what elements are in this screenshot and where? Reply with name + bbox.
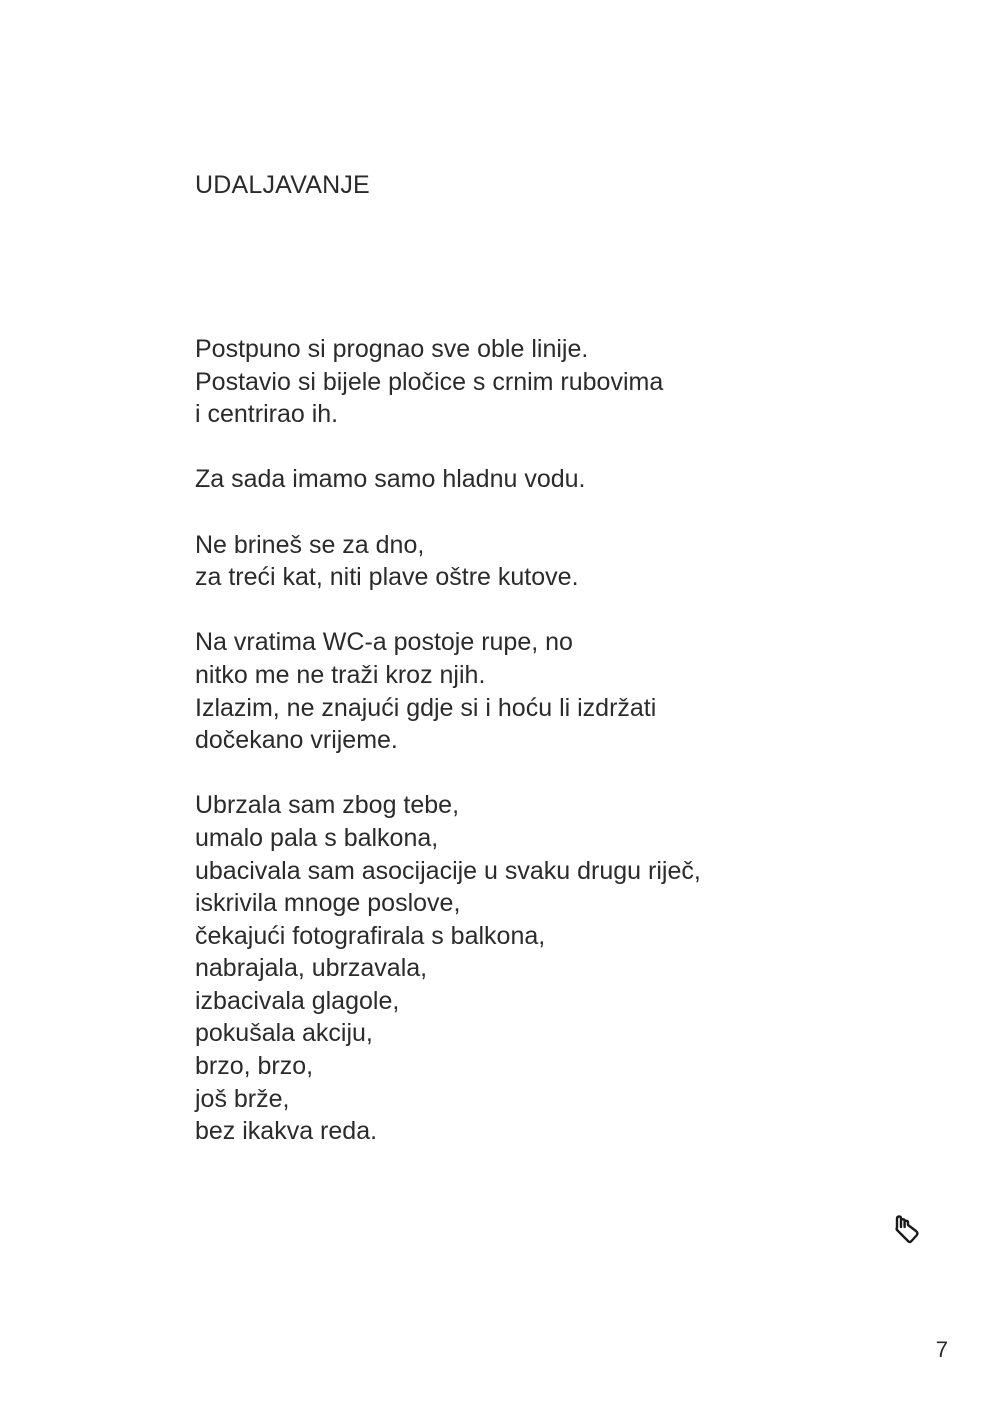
poem-line: Postavio si bijele pločice s crnim rubovima	[195, 367, 664, 396]
hand-pointer-icon[interactable]	[892, 1212, 926, 1246]
poem-line: još brže,	[195, 1084, 290, 1113]
stanza-1	[195, 333, 895, 431]
poem-line: brzo, brzo,	[195, 1052, 314, 1081]
poem-line: dočekano vrijeme.	[195, 726, 398, 755]
poem-line: izbacivala glagole,	[195, 986, 400, 1015]
poem-line: Na vratima WC-a postoje rupe, no	[195, 628, 573, 657]
poem-line: bez ikakva reda.	[195, 1117, 378, 1146]
poem-body	[195, 333, 895, 1180]
poem-line: ubacivala sam asocijacije u svaku drugu riječ,	[195, 856, 701, 885]
page-number: 7	[935, 1337, 948, 1362]
poem-line: za treći kat, niti plave oštre kutove.	[195, 563, 579, 592]
poem-line: pokušala akciju,	[195, 1019, 373, 1048]
poem-line: i centrirao ih.	[195, 400, 339, 429]
poem-line: čekajući fotografirala s balkona,	[195, 921, 546, 950]
poem-title: UDALJAVANJE	[195, 171, 370, 199]
poem-line: Postpuno si prognao sve oble linije.	[195, 335, 589, 363]
poem-line: nabrajala, ubrzavala,	[195, 954, 428, 983]
stanza-5	[195, 789, 895, 1148]
poem-line: Za sada imamo samo hladnu vodu.	[195, 465, 586, 494]
stanza-2	[195, 463, 895, 496]
poem-line: Izlazim, ne znajući gdje si i hoću li izdržati	[195, 693, 657, 722]
poem-line: iskrivila mnoge poslove,	[195, 889, 461, 918]
poem-line: Ne brineš se za dno,	[195, 530, 425, 559]
poem-line: umalo pala s balkona,	[195, 823, 439, 852]
poem-line: nitko me ne traži kroz njih.	[195, 660, 486, 689]
stanza-4	[195, 626, 895, 756]
poem-line: Ubrzala sam zbog tebe,	[195, 791, 460, 820]
stanza-3	[195, 529, 895, 594]
